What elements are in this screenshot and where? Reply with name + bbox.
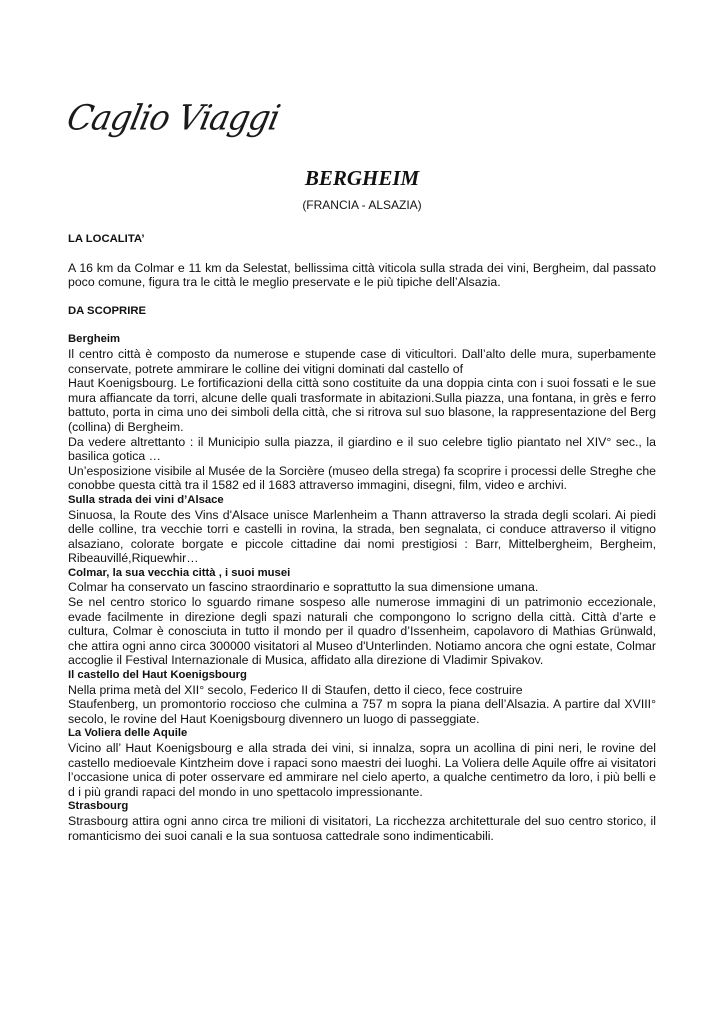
subheading-colmar: Colmar, la sua vecchia città , i suoi musei	[68, 566, 291, 579]
subheading-bergheim: Bergheim	[68, 333, 121, 346]
subheading-strasbourg: Strasbourg	[68, 800, 129, 813]
paragraph-localita: A 16 km da Colmar e 11 km da Selestat, bellissima città viticola sulla strada dei vini, Bergheim, dal passato poco comune, figura tra le città le meglio preservate e le più tipiche dell’Alsazia.	[68, 260, 656, 290]
paragraph-castello-2: Staufenberg, un promontorio roccioso che culmina a 757 m sopra la piana dell’Alsazia. A partire dal XVIII° secolo, le rovine del Haut Koenigsbourg divennero un luogo di passeggiate.	[68, 697, 656, 726]
subheading-voliera: La Voliera delle Aquile	[68, 727, 188, 740]
paragraph-colmar-1: Colmar ha conservato un fascino straordinario e soprattutto la sua dimensione umana.	[68, 580, 539, 595]
subheading-castello: Il castello del Haut Koenigsbourg	[68, 669, 247, 682]
page-subtitle: (FRANCIA - ALSAZIA)	[302, 198, 422, 212]
section-heading-scoprire: DA SCOPRIRE	[68, 304, 147, 317]
page-title-text: BERGHEIM	[304, 166, 420, 190]
paragraph-castello-1: Nella prima metà del XII° secolo, Federico II di Staufen, detto il cieco, fece costruire	[68, 682, 523, 697]
paragraph-bergheim-3: Da vedere altrettanto : il Municipio sulla piazza, il giardino e il suo celebre tiglio piantato nel XIV° sec., la basilica gotica …	[68, 434, 656, 464]
paragraph-bergheim-2: Haut Koenigsbourg. Le fortificazioni della città sono costituite da una doppia cinta con i suoi fossati e le sue mura affiancate da torri, alcune delle quali trasformate in abitazioni.Sulla piazza, una fontana, in grès e ferro battuto, porta in cima uno dei simboli della città, che si ritrova sul suo blasone, la rappresentazione del Berg (collina) di Bergheim.	[68, 376, 656, 434]
subheading-vini: Sulla strada dei vini d’Alsace	[68, 493, 224, 506]
paragraph-bergheim-4: Un’esposizione visibile al Musée de la Sorcière (museo della strega) fa scoprire i processi delle Streghe che conobbe questa città tra il 1582 ed il 1683 attraverso immagini, disegni, film, video e archivi.	[68, 463, 656, 493]
page-title	[0, 166, 724, 191]
paragraph-vini: Sinuosa, la Route des Vins d'Alsace unisce Marlenheim a Thann attraverso la strada degli scolari. Ai piedi delle colline, tra vecchie torri e castelli in rovina, la strada, ben segnalata, ci conduce attraverso il vitigno alsaziano, colorate borgate e piccole cittadine dai nomi prestigiosi : Barr, Mittelbergheim, Bergheim, Ribeauvillé,Riquewhir…	[68, 507, 656, 566]
paragraph-strasbourg: Strasbourg attira ogni anno circa tre milioni di visitatori, La ricchezza architetturale del suo centro storico, il romanticismo dei suoi canali e la sua sontuosa cattedrale sono indimenticabili.	[68, 813, 656, 843]
section-heading-localita: LA LOCALITA’	[68, 233, 145, 245]
company-logo: Caglio Viaggi	[63, 97, 284, 138]
paragraph-bergheim-1: Il centro città è composto da numerose e stupende case di viticultori. Dall’alto delle mura, superbamente conservate, potrete ammirare le colline dei vitigni dominati dal castello of	[68, 346, 656, 376]
paragraph-colmar-2: Se nel centro storico lo sguardo rimane sospeso alle numerose immagini di un patrimonio eccezionale, evade facilmente in direzione degli spazi naturali che compongono lo scrigno della città. Città d’arte e cultura, Colmar è conosciuta in tutto il mondo per il quadro d’Issenheim, capolavoro di Mathias Grünwald, che attira ogni anno circa 300000 visitatori al Museo d'Unterlinden. Notiamo ancora che ogni estate, Colmar accoglie il Festival Internazionale di Musica, affidato alla direzione di Vladimir Spivakov.	[68, 595, 656, 668]
paragraph-voliera: Vicino all’ Haut Koenigsbourg e alla strada dei vini, si innalza, sopra un acollina di pini neri, le rovine del castello medioevale Kintzheim dove i rapaci sono maestri dei luoghi. La Voliera delle Aquile offre ai visitatori l’occasione unica di poter osservare ed ammirare nel cielo aperto, a qualche centimetro da loro, i più belli e d i più grandi rapaci del mondo in uno spettacolo impressionante.	[68, 741, 656, 799]
document-body	[68, 232, 656, 843]
